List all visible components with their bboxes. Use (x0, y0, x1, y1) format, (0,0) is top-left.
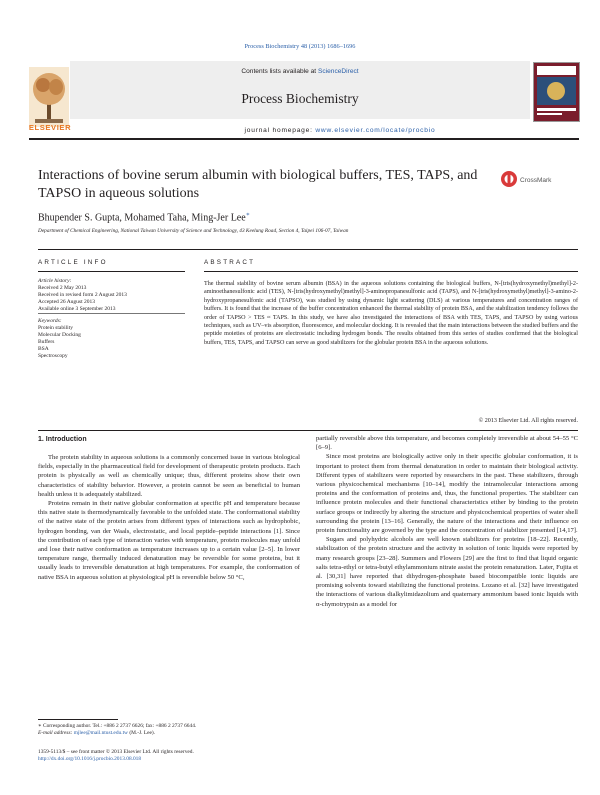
elsevier-tree-logo-icon (29, 62, 69, 132)
keywords (38, 318, 188, 360)
paragraph: Since most proteins are biologically active only in their specific globular conformation, it is important to protect them from thermal denaturation in order to maintain their biological activity. Different types of stabilizers were reported by researchers in the past. These stabilizers, through various physicochemical mechanisms [10–14], modify the intramolecular interactions among proteins and the conformation of proteins and, thus, the functional properties. The stabilizer can influence protein molecules and their functional characteristics either by binding to the protein surface groups or indirectly by altering the structure and physicochemical properties of water shell surrounding the protein [13–16]. Generally, the nature of the interactions and their influence on protein functionality are governed by the type and the concentration of stabilizer presented [14,17]. (316, 453, 578, 535)
abstract-bottom-rule (38, 430, 578, 431)
contents-prefix: Contents lists available at (241, 68, 318, 75)
history-accepted: Accepted 26 August 2013 (38, 299, 95, 305)
abstract-rule (204, 271, 578, 272)
crossmark-icon[interactable] (500, 170, 560, 188)
elsevier-wordmark: ELSEVIER (28, 123, 72, 132)
history-received: Received 2 May 2013 (38, 285, 87, 291)
paragraph: Sugars and polyhydric alcohols are well known stabilizers for proteins [18–22]. Recently, stabilization of the protein structure and the activity in solution of ionic liquids were reported by many research groups [23–28]. Summers and Flowers [29] are the first to find that liquid organic salts tetra-ethyl or tetra-butyl ethylammonium nitrate assist the protein renaturation. Later, Fujita et al. [30,31] have reported that dihydrogen-phosphate based biocompatible ionic liquids are promising solvents toward stabilizing the functional proteins. Lozano et al. [32] have investigated the interactions of various dialkylimidazolium and quaternary ammonium based ionic liquids with α-chymotrypsin as a model for (316, 536, 578, 608)
keyword-item: BSA (38, 346, 49, 352)
keyword-item: Molecular Docking (38, 332, 81, 338)
section-heading-introduction: 1. Introduction (38, 436, 87, 443)
sciencedirect-link[interactable]: ScienceDirect (317, 68, 359, 75)
masthead-rule (29, 138, 579, 140)
footnote-rule (38, 719, 118, 720)
keywords-label: Keywords: (38, 318, 62, 324)
abstract-heading: ABSTRACT (204, 259, 256, 266)
affiliation: Department of Chemical Engineering, National Taiwan University of Science and Technology, 43 Keelung Road, Section 4, Taipei 106-07, Taiwan (38, 228, 349, 234)
history-label: Article history: (38, 278, 72, 284)
body-column-left (38, 453, 300, 582)
keyword-item: Buffers (38, 339, 55, 345)
article-history (38, 278, 188, 313)
journal-cover-thumbnail[interactable] (533, 62, 580, 122)
publication-info (38, 749, 438, 763)
author-list (38, 211, 250, 223)
article-info-rule (38, 271, 185, 272)
body-column-right (316, 434, 578, 609)
info-top-rule (38, 249, 578, 250)
contents-line (70, 68, 530, 75)
abstract-text: The thermal stability of bovine serum albumin (BSA) in the aqueous solutions containing the biological buffers, N-[tris(hydroxymethyl)methyl]-2-aminoethanesulfonic acid (TES), N-[tris(hydroxymethyl)methyl]-3-aminopropanesulfonic acid (TAPS), and N-[tris(hydroxymethyl)methyl]-3-amino-2-hydroxypropanesulfonic acid (TAPSO), was studied by using dynamic light scattering (DLS) at various temperatures and concentration ranges of buffers. It is found that the increase of the buffer concentration enhanced the thermal stability of protein BSA, and the stabilization tendency follows the order of TAPSO > TES ≈ TAPS. In this study, we have also investigated the interactions of BSA with TES, TAPS, and TAPSO by using various techniques, such as UV–vis absorption, fluorescence, and molecular docking. It is revealed that the main interactions between the studied buffers and the peptide moieties of proteins are electrostatic including hydrogen bonds. The results obtained from this series of studies confirmed that the biological buffers, TES, TAPS, and TAPSO can serve as good stabilizers for the globular protein BSA in the aqueous solutions. (204, 281, 578, 346)
email-line (38, 730, 300, 737)
paragraph: partially reversible above this temperature, and becomes completely irreversible at about 54–55 °C [6–9]. (316, 435, 578, 452)
email-label: E-mail address: (38, 730, 74, 736)
article-title: Interactions of bovine serum albumin with biological buffers, TES, TAPS, and TAPSO in aqueous solutions (38, 168, 478, 201)
corresponding-mark[interactable]: ∗ (245, 212, 250, 218)
article-info-heading: ARTICLE INFO (38, 259, 108, 266)
homepage-link[interactable]: www.elsevier.com/locate/procbio (315, 127, 436, 134)
journal-homepage (150, 127, 530, 134)
paragraph: The protein stability in aqueous solutions is a commonly concerned issue in various biological fields, especially in the pharmaceutical field for development of therapeutic protein products. Each protein is physically as well as chemically unique; thus, different proteins show their own characteristics of stability behavior. However, a protein cannot be seen as beneficial to human health unless it is adequately stabilized. (38, 454, 300, 498)
corresponding-author-note: ∗ Corresponding author. Tel.: +886 2 2737 6626; fax: +886 2 2737 6644. (38, 723, 197, 729)
issn-line: 1359-5113/$ – see front matter © 2013 Elsevier Ltd. All rights reserved. (38, 749, 194, 755)
abstract-copyright: © 2013 Elsevier Ltd. All rights reserved. (478, 418, 578, 424)
paragraph: Proteins remain in their native globular conformation at specific pH and temperature because this native state is thermodynamically favorable to the unfolded state. The conformational stability of the native state of the protein arises from different types of interactions such as hydrophobic, hydrogen bonding, van der Waals, electrostatic, and local peptide–peptide interactions [1]. Since the contribution of each type of interaction varies with temperature, protein molecules may unfold and lose their native conformation as temperature increases up to a certain value [2–5]. In lower temperature range, thermally induced denaturation may be reversible for some proteins, but it usually leads to irreversible denaturation at high temperatures. For example, the conformation of native BSA in aqueous solution at physiological pH is reversible below 50 °C, (38, 500, 300, 581)
keyword-item: Protein stability (38, 325, 73, 331)
email-link[interactable]: mjlee@mail.ntust.edu.tw (73, 730, 128, 736)
journal-reference[interactable]: Process Biochemistry 48 (2013) 1686–1696 (244, 43, 356, 50)
email-suffix: (M.-J. Lee). (127, 730, 156, 736)
footnote (38, 723, 300, 737)
svg-text:CrossMark: CrossMark (520, 177, 552, 184)
history-revised: Received in revised form 2 August 2013 (38, 292, 127, 298)
history-online: Available online 3 September 2013 (38, 306, 116, 312)
homepage-prefix: journal homepage: (244, 127, 316, 134)
authors-text: Bhupender S. Gupta, Mohamed Taha, Ming-Jer Lee (38, 212, 246, 224)
journal-title: Process Biochemistry (241, 91, 359, 106)
keyword-item: Spectroscopy (38, 353, 68, 359)
doi-link[interactable]: http://dx.doi.org/10.1016/j.procbio.2013.08.018 (38, 756, 142, 762)
